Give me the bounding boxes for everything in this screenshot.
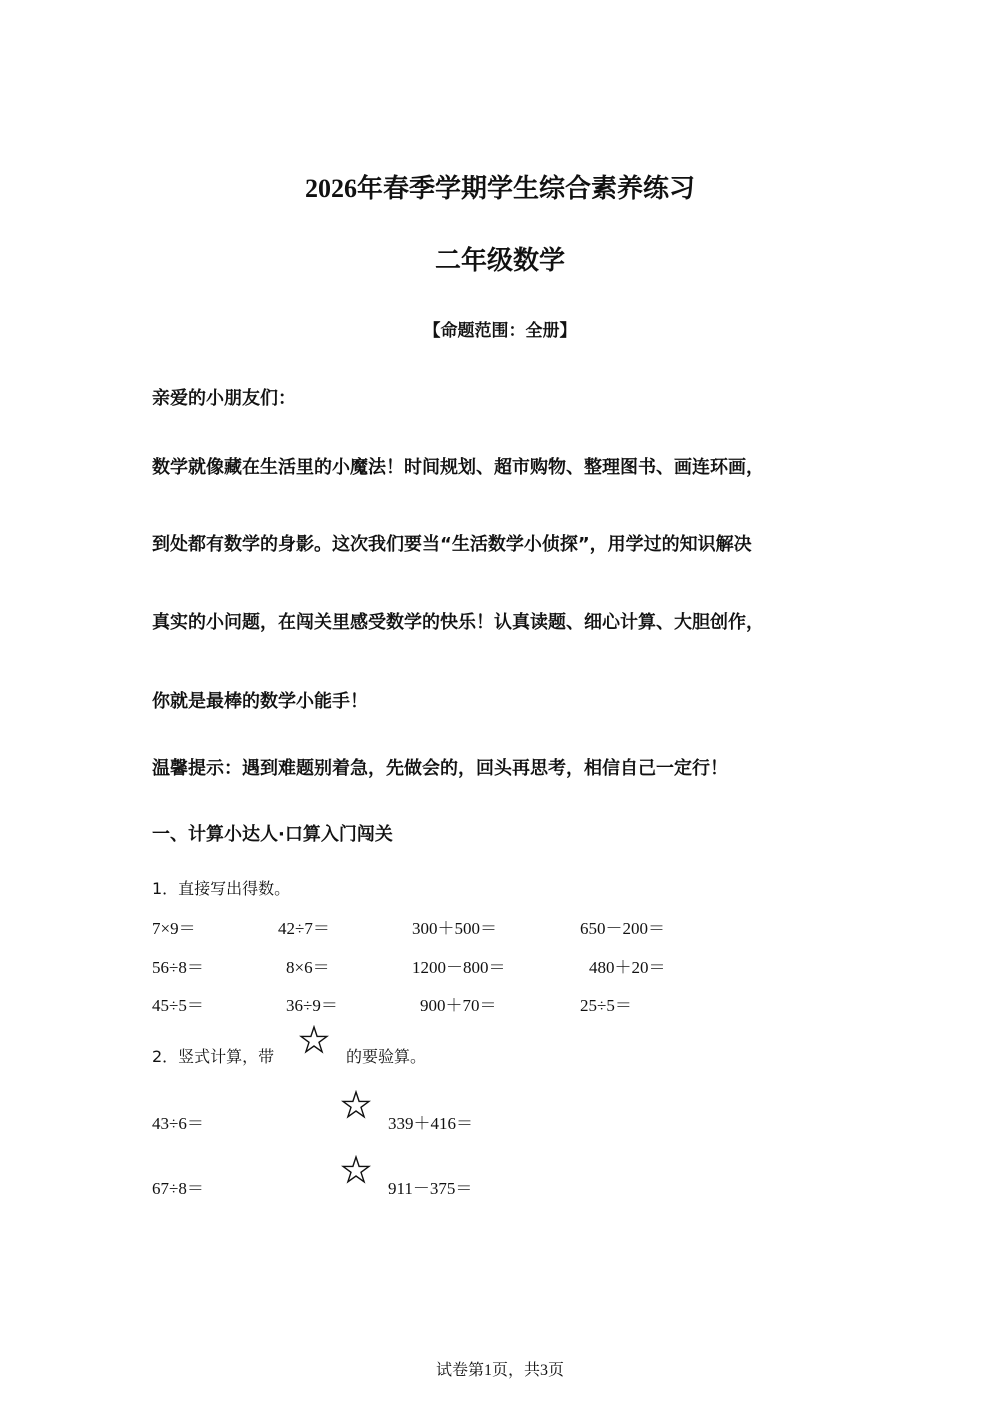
q1-r3-c3: 900＋70＝: [420, 996, 497, 1015]
q2-item-2-left: 67÷8＝: [152, 1179, 204, 1198]
star-outline-icon: [299, 1025, 329, 1055]
q2-item-2-right: 911－375＝: [388, 1179, 473, 1198]
q1-r2-c2: 8×6＝: [286, 958, 330, 977]
exam-title: 2026年春季学期学生综合素养练习: [304, 174, 695, 203]
greeting: 亲爱的小朋友们：: [152, 388, 296, 409]
star-outline-icon: [341, 1090, 371, 1120]
q1-r1-c3: 300＋500＝: [412, 919, 497, 938]
q1-r2-c1: 56÷8＝: [152, 958, 204, 977]
question-2-label-start: 2．竖式计算，带: [152, 1047, 275, 1066]
question-2-label-end: 的要验算。: [346, 1047, 427, 1066]
q1-r1-c1: 7×9＝: [152, 919, 196, 938]
section-heading: 一、计算小达人·口算入门闯关: [152, 824, 393, 845]
q1-r1-c2: 42÷7＝: [278, 919, 330, 938]
q1-r2-c3: 1200－800＝: [412, 958, 506, 977]
page-footer: 试卷第1页，共3页: [435, 1362, 564, 1379]
q1-r1-c4: 650－200＝: [580, 919, 665, 938]
q1-r3-c4: 25÷5＝: [580, 996, 632, 1015]
tip-text: 温馨提示：遇到难题别着急，先做会的，回头再思考，相信自己一定行！: [152, 758, 728, 779]
intro-line-4: 你就是最棒的数学小能手！: [152, 691, 368, 712]
q2-item-1-right: 339＋416＝: [388, 1114, 473, 1133]
intro-line-2: 到处都有数学的身影。这次我们要当“生活数学小侦探”，用学过的知识解决: [152, 534, 752, 555]
star-outline-icon: [341, 1155, 371, 1185]
intro-line-3: 真实的小问题，在闯关里感受数学的快乐！认真读题、细心计算、大胆创作，: [152, 612, 764, 633]
intro-line-1: 数学就像藏在生活里的小魔法！时间规划、超市购物、整理图书、画连环画，: [152, 457, 764, 478]
exam-subtitle: 二年级数学: [434, 246, 565, 276]
exam-scope: 【命题范围：全册】: [423, 321, 577, 341]
q1-r3-c2: 36÷9＝: [286, 996, 338, 1015]
q2-item-1-left: 43÷6＝: [152, 1114, 204, 1133]
q1-r3-c1: 45÷5＝: [152, 996, 204, 1015]
question-1-label: 1．直接写出得数。: [152, 879, 291, 898]
q1-r2-c4: 480＋20＝: [589, 958, 666, 977]
